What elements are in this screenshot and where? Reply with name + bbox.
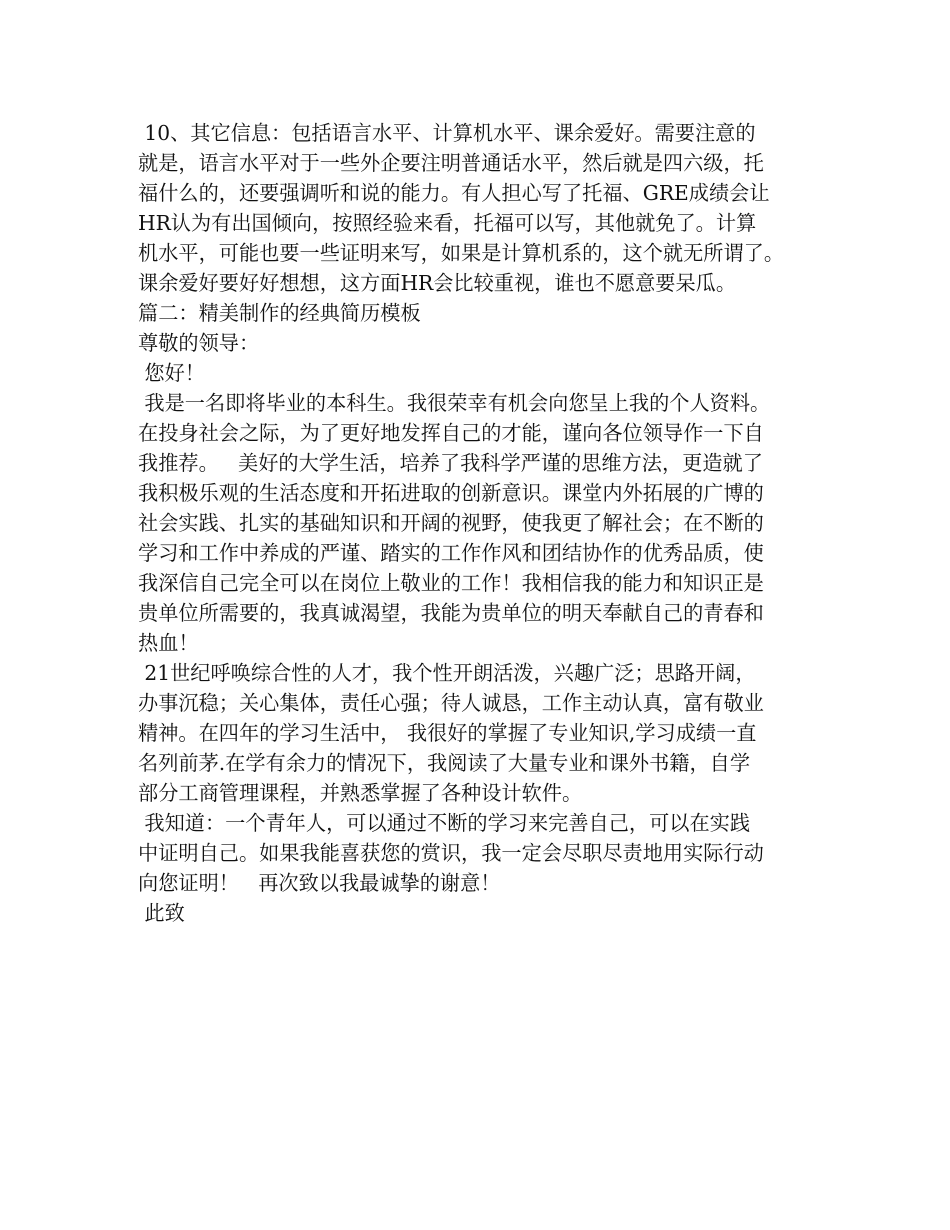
text-line: 向您证明！ 再次致以我最诚挚的谢意！ [138,871,501,895]
text-line: 社会实践、扎实的基础知识和开阔的视野，使我更了解社会；在不断的 [138,511,764,535]
text-line: 中证明自己。如果我能喜获您的赏识，我一定会尽职尽责地用实际行动 [138,841,764,865]
text-line: 学习和工作中养成的严谨、踏实的工作作风和团结协作的优秀品质，使 [138,541,764,565]
text-line: 办事沉稳；关心集体，责任心强；待人诚恳，工作主动认真，富有敬业 [138,691,764,715]
text-line: 精神。在四年的学习生活中， 我很好的掌握了专业知识,学习成绩一直 [138,721,757,745]
greeting: 您好！ [138,361,205,385]
closing: 此致 [138,901,185,925]
text-line: 福什么的，还要强调听和说的能力。有人担心写了托福、GRE成绩会让 [138,181,770,205]
document-body [138,118,828,928]
salutation: 尊敬的领导： [138,331,260,355]
text-line: 我知道：一个青年人，可以通过不断的学习来完善自己，可以在实践 [138,811,751,835]
text-line: 我是一名即将毕业的本科生。我很荣幸有机会向您呈上我的个人资料。 [138,391,771,415]
text-line: 21世纪呼唤综合性的人才，我个性开朗活泼，兴趣广泛；思路开阔， [138,661,756,685]
text-line: 我推荐。 美好的大学生活，培养了我科学严谨的思维方法，更造就了 [138,451,763,475]
text-line: 10、其它信息：包括语言水平、计算机水平、课余爱好。需要注意的 [138,121,756,145]
section-heading: 篇二：精美制作的经典简历模板 [138,301,421,325]
text-line: HR认为有出国倾向，按照经验来看，托福可以写，其他就免了。计算 [138,211,757,235]
text-line: 我积极乐观的生活态度和开拓进取的创新意识。课堂内外拓展的广博的 [138,481,764,505]
text-line: 我深信自己完全可以在岗位上敬业的工作！我相信我的能力和知识正是 [138,571,764,595]
text-line: 贵单位所需要的，我真诚渴望，我能为贵单位的明天奉献自己的青春和 [138,601,764,625]
text-line: 就是，语言水平对于一些外企要注明普通话水平，然后就是四六级，托 [138,151,764,175]
text-line: 热血！ [138,631,199,655]
text-line: 课余爱好要好好想想，这方面HR会比较重视，谁也不愿意要呆瓜。 [138,271,737,295]
text-line: 机水平，可能也要一些证明来写，如果是计算机系的，这个就无所谓了。 [138,241,785,265]
text-line: 部分工商管理课程，并熟悉掌握了各种设计软件。 [138,781,583,805]
text-line: 名列前茅.在学有余力的情况下，我阅读了大量专业和课外书籍，自学 [138,751,751,775]
text-line: 在投身社会之际，为了更好地发挥自己的才能，谨向各位领导作一下自 [138,421,764,445]
